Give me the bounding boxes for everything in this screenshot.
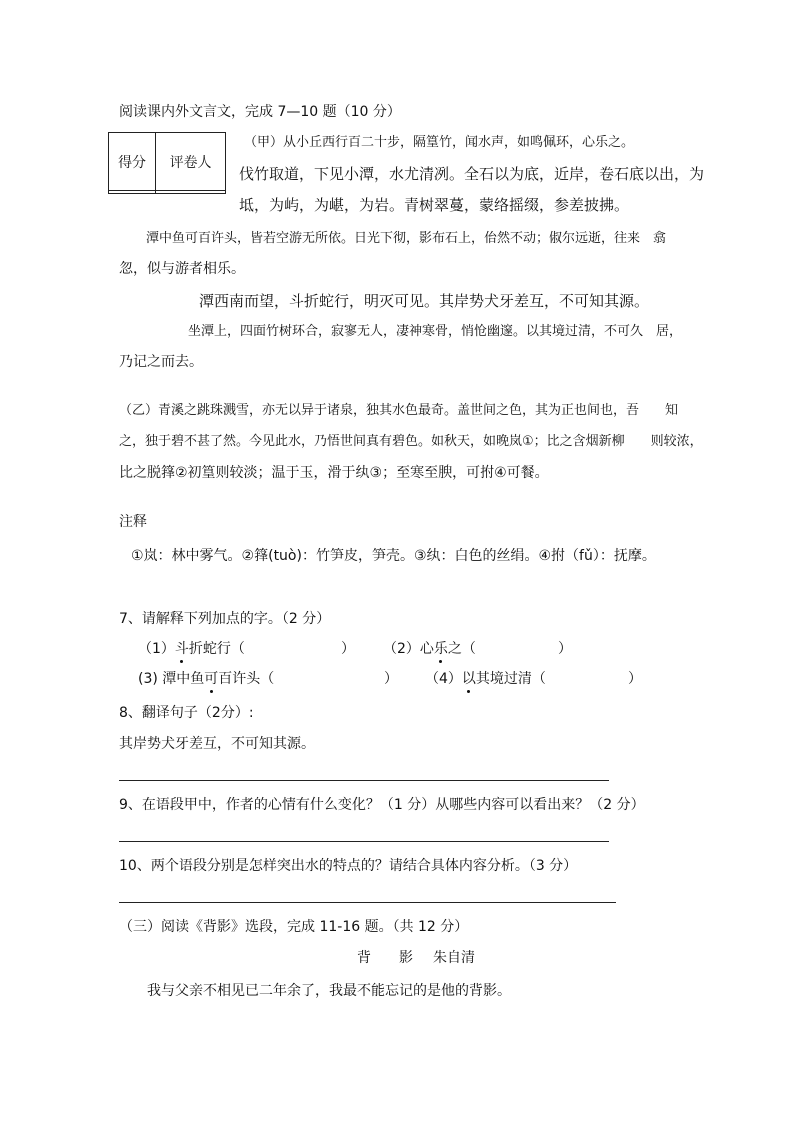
passage-jia-p4-line2: 乃记之而去。: [119, 354, 203, 370]
section3-author: 朱自清: [433, 950, 475, 966]
passage-yi-line1: （乙）青溪之跳珠溅雪，亦无以异于诸泉，独其水色最奇。盖世间之色，其为正也间也，吾 知: [119, 403, 679, 418]
q7-item-1-close: ）: [341, 641, 355, 657]
q7-item-dotted-char: 以: [461, 671, 476, 687]
q7-item-dotted-char: 斗: [174, 641, 189, 657]
q7-item-text: 百许头（: [218, 671, 275, 687]
passage-jia-p3-line1: 潭西南而望，斗折蛇行，明灭可见。其岸势犬牙差互，不可知其源。: [199, 292, 650, 310]
q7-item-text: 其境过清（: [475, 671, 546, 687]
q7-item-1: [138, 641, 245, 658]
passage-yi-line2: 之，独于碧不甚了然。今见此水，乃悟世间真有碧色。如秋天，如晚岚①；比之含烟新柳 则较浓，: [119, 434, 703, 449]
passage-jia-p1-line2: 伐竹取道，下见小潭，水尤清冽。全石以为底，近岸，卷石底以出，为: [239, 165, 705, 183]
q8-answer-line[interactable]: [119, 780, 609, 781]
q7-item-text-pre: 心: [419, 641, 434, 657]
q8-prompt: 8、翻译句子（2分）:: [119, 705, 254, 721]
grader-label: 评卷人: [156, 133, 226, 191]
passage-jia-p1-line1: （甲）从小丘西行百二十步，隔篁竹，闻水声，如鸣佩环，心乐之。: [244, 135, 635, 150]
q7-item-2: [383, 641, 476, 658]
section3-title: 背 影: [357, 950, 413, 966]
notes-heading: 注释: [119, 514, 147, 530]
q7-item-dotted-char: 可: [204, 671, 219, 687]
q7-prompt: 7、请解释下列加点的字。（2 分）: [119, 611, 331, 627]
q7-item-3: [138, 671, 274, 688]
passage-jia-p2-line1: 潭中鱼可百许头，皆若空游无所依。日光下彻，影布石上，佁然不动；俶尔远逝，往来 翕: [146, 231, 667, 246]
q7-item-number: (3): [138, 671, 158, 687]
q7-item-4: [425, 671, 546, 688]
q7-item-number: （1）: [138, 641, 175, 657]
section3-first-line: 我与父亲不相见已二年余了，我最不能忘记的是他的背影。: [147, 983, 511, 999]
section3-header: （三）阅读《背影》选段，完成 11-16 题。（共 12 分）: [119, 919, 469, 935]
q8-sentence: 其岸势犬牙差互，不可知其源。: [119, 736, 315, 752]
q7-item-2-close: ）: [558, 641, 572, 657]
passage-jia-p4-line1: 坐潭上，四面竹树环合，寂寥无人，凄神寒骨，悄怆幽邃。以其境过清，不可久 居，: [188, 324, 683, 339]
grader-input-cell[interactable]: [156, 191, 226, 194]
passage-jia-p2-line2: 忽，似与游者相乐。: [119, 261, 245, 277]
q7-item-3-close: ）: [384, 671, 398, 687]
score-input-cell[interactable]: [109, 191, 156, 194]
q9-answer-line[interactable]: [119, 841, 609, 842]
q7-item-4-close: ）: [628, 671, 642, 687]
passage-jia-p1-line3: 坻，为屿，为嵁，为岩。青树翠蔓，蒙络摇缀，参差披拂。: [239, 196, 630, 214]
q7-item-number: （2）: [383, 641, 420, 657]
q7-item-number: （4）: [425, 671, 462, 687]
q7-item-text: 之（: [447, 641, 476, 657]
score-table: [108, 132, 226, 194]
section-header: 阅读课内外文言文，完成 7—10 题（10 分）: [119, 104, 401, 120]
score-label: 得分: [109, 133, 156, 191]
notes-text: ①岚：林中雾气。②箨(tuò)：竹笋皮，笋壳。③纨：白色的丝绢。④拊（fǔ）：抚摩。: [131, 548, 656, 564]
q10-prompt: 10、两个语段分别是怎样突出水的特点的？请结合具体内容分析。（3 分）: [119, 858, 578, 874]
q10-answer-line[interactable]: [119, 902, 616, 903]
q7-item-text: 折蛇行（: [188, 641, 245, 657]
passage-yi-line3: 比之脱箨②初篁则较淡；温于玉，滑于纨③；至寒至腴，可拊④可餐。: [119, 465, 549, 481]
q7-item-dotted-char: 乐: [433, 641, 448, 657]
q7-item-text-pre: 潭中鱼: [162, 671, 205, 687]
q9-prompt: 9、在语段甲中，作者的心情有什么变化？（1 分）从哪些内容可以看出来？（2 分）: [119, 797, 645, 813]
